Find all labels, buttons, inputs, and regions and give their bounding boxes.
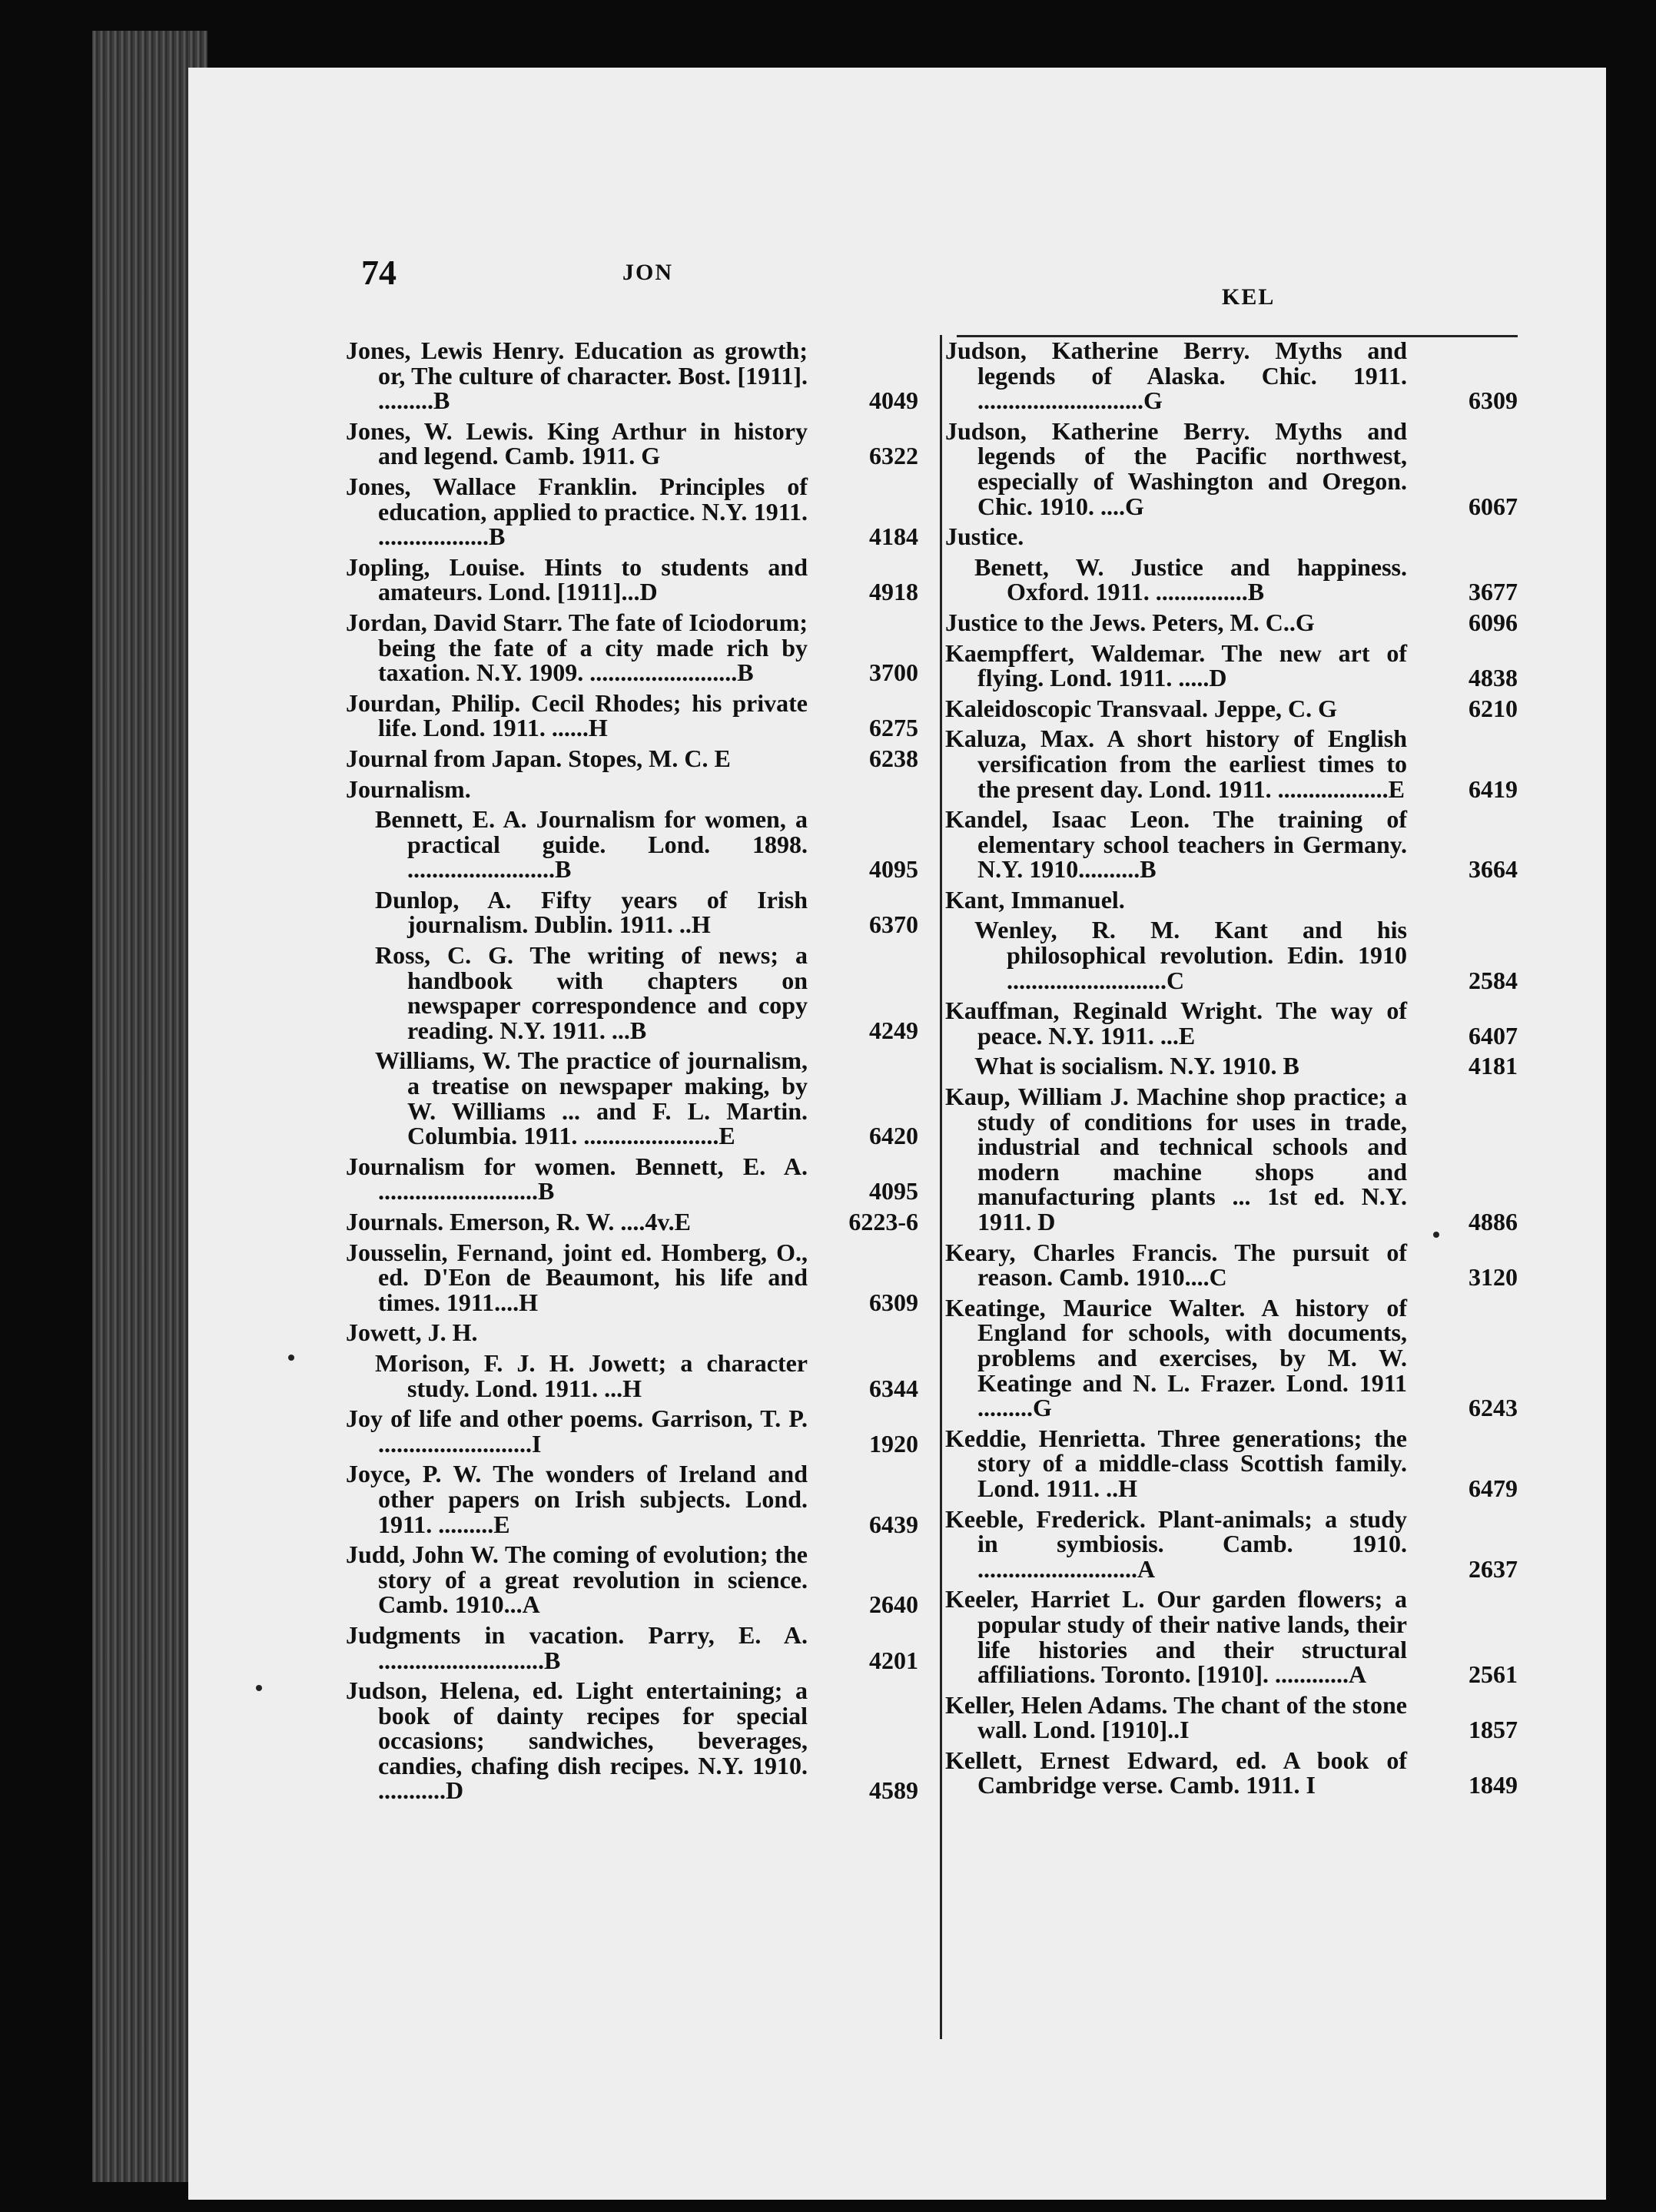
- call-number: 4095: [869, 1177, 918, 1205]
- index-entry: [945, 416, 1518, 520]
- index-entry: [945, 1585, 1518, 1689]
- index-entry: [945, 1240, 1518, 1290]
- entry-body: Joy of life and other poems. Garrison, T. P. .........................I: [346, 1404, 808, 1458]
- index-entry: [346, 416, 918, 470]
- entry-text: [945, 1053, 1418, 1079]
- index-entry: [346, 774, 918, 803]
- call-number: 4918: [869, 578, 918, 606]
- call-number: 6439: [869, 1510, 918, 1538]
- index-entry: [346, 474, 918, 549]
- index-entry: [945, 1426, 1518, 1501]
- entry-heading: Journalism.: [346, 774, 471, 803]
- entry-text: [346, 338, 818, 413]
- index-entry: [945, 917, 1518, 993]
- index-entry: [945, 524, 1518, 549]
- entry-body: Waldemar. The new art of flying. Lond. 1911. .....D: [977, 638, 1407, 692]
- call-number: 6223-6: [848, 1208, 918, 1235]
- print-speck: [1433, 1232, 1439, 1238]
- entry-body: Lewis Henry. Education as growth; or, The culture of character. Bost. [1911]. .........B: [378, 337, 808, 415]
- entry-text: [346, 887, 818, 937]
- entry-text: [346, 1348, 818, 1402]
- call-number: 6419: [1468, 774, 1518, 803]
- entry-heading: Kauffman,: [945, 997, 1060, 1025]
- call-number: 6407: [1468, 1021, 1518, 1050]
- entry-body: Max. A short history of English versification from the earliest times to the present day. Lond. 1911. ..................E: [977, 725, 1407, 803]
- index-entry: [945, 1690, 1518, 1744]
- index-entry: [346, 1154, 918, 1204]
- entry-text: [346, 416, 818, 470]
- call-number: 6275: [869, 714, 918, 742]
- entry-body: P. W. The wonders of Ireland and other papers on Irish subjects. Lond. 1911. .........E: [378, 1460, 808, 1538]
- call-number: 1920: [869, 1429, 918, 1458]
- entry-heading: Judson,: [945, 337, 1027, 364]
- entry-heading: Keeble,: [945, 1504, 1024, 1533]
- entry-heading: Keary,: [945, 1238, 1016, 1266]
- entry-body: Ernest Edward, ed. A book of Cambridge verse. Camb. 1911. I: [977, 1746, 1407, 1799]
- index-entry: [346, 552, 918, 606]
- entry-heading: Keddie,: [945, 1424, 1027, 1452]
- index-entry: [346, 1209, 918, 1235]
- index-entry: [346, 1461, 918, 1537]
- entry-body: W. Lewis. King Arthur in history and legend. Camb. 1911. G: [378, 416, 808, 470]
- index-entry: [346, 1678, 918, 1803]
- entry-text: [945, 552, 1418, 606]
- entry-text: [346, 1620, 818, 1674]
- call-number: 4886: [1468, 1208, 1518, 1235]
- call-number: 6420: [869, 1122, 918, 1150]
- call-number: 3120: [1468, 1263, 1518, 1292]
- index-entry: [346, 1542, 918, 1617]
- call-number: 4249: [869, 1016, 918, 1044]
- index-entry: [945, 1084, 1518, 1235]
- index-entry: [945, 638, 1518, 692]
- entry-body: Judgments in vacation. Parry, E. A. ...........................B: [346, 1620, 808, 1674]
- entry-text: [346, 1320, 818, 1345]
- entry-body: Journals. Emerson, R. W. ....4v.E: [346, 1208, 691, 1235]
- entry-heading: Kaempffert,: [945, 638, 1074, 667]
- call-number: 2637: [1468, 1554, 1518, 1583]
- entry-body: Katherine Berry. Myths and legends of the Pacific northwest, especially of Washington and Oregon. Chic. 1910. ....G: [977, 416, 1407, 520]
- entry-heading: Jones,: [346, 337, 411, 364]
- call-number: 2584: [1468, 966, 1518, 994]
- index-entry: [346, 943, 918, 1043]
- entry-heading: Jopling,: [346, 552, 430, 581]
- entry-text: [945, 1240, 1418, 1290]
- call-number: 6309: [1468, 386, 1518, 415]
- entry-text: [945, 524, 1418, 549]
- entry-body: Frederick. Plant-animals; a study in symbiosis. Camb. 1910. ..........................A: [977, 1504, 1407, 1583]
- call-number: 3664: [1468, 855, 1518, 884]
- entry-heading: Keatinge,: [945, 1293, 1046, 1322]
- call-number: 4095: [869, 855, 918, 884]
- entry-text: [945, 416, 1418, 520]
- entry-heading: Jourdan,: [346, 688, 441, 717]
- index-entry: [346, 1240, 918, 1315]
- entry-heading: Jones,: [346, 416, 411, 445]
- index-entry: [945, 696, 1518, 721]
- entry-text: [945, 1748, 1418, 1798]
- index-entry: [346, 1406, 918, 1456]
- entry-heading: Judson,: [346, 1676, 427, 1705]
- entry-body: Harriet L. Our garden flowers; a popular study of their native lands, their life histories and their structural affiliations. Toronto. [1910]. ............A: [977, 1585, 1407, 1689]
- entry-heading: Kandel,: [945, 805, 1028, 834]
- entry-text: [346, 1209, 818, 1235]
- call-number: 3677: [1468, 578, 1518, 606]
- call-number: 4184: [869, 522, 918, 551]
- call-number: 4201: [869, 1646, 918, 1674]
- entry-body: Reginald Wright. The way of peace. N.Y. 1911. ...E: [977, 997, 1407, 1050]
- entry-text: [346, 610, 818, 685]
- print-speck: [288, 1355, 294, 1361]
- entry-body: Wallace Franklin. Principles of education, applied to practice. N.Y. 1911. ..................B: [378, 472, 808, 551]
- index-entry: [945, 552, 1518, 606]
- index-entry: [945, 1748, 1518, 1798]
- call-number: 6344: [869, 1374, 918, 1402]
- entry-text: [945, 696, 1418, 721]
- entry-body: Charles Francis. The pursuit of reason. Camb. 1910....C: [977, 1238, 1407, 1292]
- entry-body: Louise. Hints to students and amateurs. Lond. [1911]...D: [378, 552, 808, 606]
- column-divider: [940, 335, 942, 2039]
- entry-body: Kaleidoscopic Transvaal. Jeppe, C. G: [945, 694, 1337, 722]
- entry-heading: Kaup,: [945, 1083, 1011, 1111]
- call-number: 6322: [869, 442, 918, 470]
- entry-body: Henrietta. Three generations; the story of a middle-class Scottish family. Lond. 1911. ..H: [977, 1424, 1407, 1502]
- entry-text: [346, 1154, 818, 1204]
- entry-text: [945, 1504, 1418, 1583]
- entry-body: Jousselin, Fernand, joint ed. Homberg, O., ed. D'Eon de Beaumont, his life and times. 1911....H: [346, 1238, 808, 1316]
- call-number: 6479: [1468, 1474, 1518, 1502]
- call-number: 4049: [869, 386, 918, 415]
- entry-text: [945, 338, 1418, 413]
- entry-body: Helen Adams. The chant of the stone wall. Lond. [1910]..I: [977, 1690, 1407, 1744]
- entry-body: What is socialism. N.Y. 1910. B: [974, 1052, 1299, 1080]
- entry-body: Dunlop, A. Fifty years of Irish journalism. Dublin. 1911. ..H: [375, 885, 808, 939]
- entry-body: Journalism for women. Bennett, E. A. ..........................B: [346, 1152, 808, 1205]
- left-column: [346, 338, 918, 1809]
- entry-heading: Judd,: [346, 1540, 406, 1569]
- call-number: 2640: [869, 1590, 918, 1619]
- call-number: 6370: [869, 910, 918, 939]
- entry-heading: Jones,: [346, 472, 411, 500]
- entry-body: Maurice Walter. A history of England for schools, with documents, problems and exercises, by M. W. Keatinge and N. L. Frazer. Lond. 1911 .........G: [977, 1293, 1407, 1422]
- call-number: 6238: [869, 744, 918, 772]
- index-entry: [346, 610, 918, 685]
- call-number: 6096: [1468, 608, 1518, 636]
- entry-body: Wenley, R. M. Kant and his philosophical revolution. Edin. 1910 ..........................C: [974, 916, 1407, 994]
- entry-heading: Kaluza,: [945, 725, 1027, 753]
- entry-body: Ross, C. G. The writing of news; a handbook with chapters on newspaper correspondence and copy reading. N.Y. 1911. ...B: [375, 941, 808, 1044]
- entry-text: [346, 1406, 818, 1456]
- book-page: [188, 68, 1606, 2200]
- entry-text: [945, 610, 1418, 635]
- entry-text: [346, 1678, 818, 1803]
- index-entry: [346, 887, 918, 937]
- entry-body: David Starr. The fate of Iciodorum; being the fate of a city made rich by taxation. N.Y. 1909. ........................B: [378, 608, 808, 687]
- entry-heading: Kellett,: [945, 1746, 1023, 1774]
- call-number: 4589: [869, 1776, 918, 1805]
- running-head-left: JON: [622, 260, 673, 285]
- entry-body: Williams, W. The practice of journalism, a treatise on newspaper making, by W. Williams ... and F. L. Martin. Columbia. 1911. ......................E: [375, 1046, 808, 1150]
- entry-body: Justice to the Jews. Peters, M. C..G: [945, 608, 1315, 636]
- entry-text: [346, 1240, 818, 1315]
- entry-heading: Judson,: [945, 416, 1027, 445]
- index-entry: [346, 1620, 918, 1674]
- index-entry: [346, 1048, 918, 1148]
- entry-body: Isaac Leon. The training of elementary school teachers in Germany. N.Y. 1910..........B: [977, 805, 1407, 884]
- index-entry: [346, 688, 918, 742]
- call-number: 6067: [1468, 492, 1518, 520]
- entry-heading: Kant, Immanuel.: [945, 885, 1125, 914]
- entry-text: [346, 474, 818, 549]
- entry-text: [945, 1426, 1418, 1501]
- entry-text: [945, 1690, 1418, 1744]
- index-entry: [346, 807, 918, 882]
- entry-body: Philip. Cecil Rhodes; his private life. Lond. 1911. ......H: [378, 688, 808, 742]
- entry-text: [945, 917, 1418, 993]
- index-entry: [945, 1053, 1518, 1079]
- entry-text: [945, 1084, 1418, 1235]
- index-entry: [346, 746, 918, 771]
- call-number: 1849: [1468, 1771, 1518, 1799]
- index-entry: [945, 1504, 1518, 1583]
- entry-text: [346, 1542, 818, 1617]
- entry-text: [945, 1585, 1418, 1689]
- entry-text: [945, 638, 1418, 692]
- entry-body: Benett, W. Justice and happiness. Oxford. 1911. ...............B: [974, 552, 1407, 606]
- entry-text: [346, 552, 818, 606]
- entry-body: William J. Machine shop practice; a study of conditions for uses in trade, industrial and technical schools and modern machine shops and manufacturing plants ... 1st ed. N.Y. 1911. D: [977, 1083, 1407, 1235]
- entry-heading: Joyce,: [346, 1460, 411, 1488]
- print-speck: [256, 1685, 262, 1691]
- entry-text: [346, 746, 818, 771]
- entry-text: [346, 774, 818, 803]
- entry-heading: Justice.: [945, 522, 1024, 551]
- entry-body: Katherine Berry. Myths and legends of Alaska. Chic. 1911. ...........................G: [977, 337, 1407, 415]
- index-entry: [346, 1348, 918, 1402]
- index-entry: [346, 338, 918, 413]
- entry-heading: Jordan,: [346, 608, 427, 636]
- entry-text: [945, 1295, 1418, 1421]
- call-number: 3700: [869, 658, 918, 687]
- entry-body: Bennett, E. A. Journalism for women, a practical guide. Lond. 1898. ........................B: [375, 805, 808, 884]
- index-entry: [945, 998, 1518, 1048]
- entry-text: [346, 1048, 818, 1148]
- page-number: 74: [361, 253, 397, 292]
- call-number: 2561: [1468, 1660, 1518, 1689]
- entry-heading: Keeler,: [945, 1585, 1019, 1613]
- call-number: 1857: [1468, 1716, 1518, 1744]
- entry-body: Helena, ed. Light entertaining; a book of dainty recipes for special occasions; sandwiches, beverages, candies, chafing dish recipes. N.Y. 1910. ...........D: [378, 1676, 808, 1805]
- entry-text: [346, 807, 818, 882]
- entry-body: John W. The coming of evolution; the story of a great revolution in science. Camb. 1910...A: [378, 1540, 808, 1619]
- entry-text: [945, 726, 1418, 801]
- index-entry: [945, 1295, 1518, 1421]
- call-number: 4181: [1468, 1052, 1518, 1080]
- entry-heading: Keller,: [945, 1690, 1015, 1719]
- entry-text: [346, 943, 818, 1043]
- entry-heading: Jowett, J. H.: [346, 1318, 478, 1347]
- right-column: [945, 338, 1518, 1803]
- entry-body: Journal from Japan. Stopes, M. C. E: [346, 744, 731, 772]
- call-number: 6243: [1468, 1394, 1518, 1422]
- call-number: 6309: [869, 1288, 918, 1316]
- index-entry: [945, 887, 1518, 913]
- entry-text: [945, 807, 1418, 882]
- entry-text: [945, 887, 1418, 913]
- entry-text: [346, 1461, 818, 1537]
- index-entry: [945, 726, 1518, 801]
- entry-text: [346, 688, 818, 742]
- running-head-right: KEL: [1222, 284, 1276, 310]
- call-number: 4838: [1468, 664, 1518, 692]
- index-entry: [346, 1320, 918, 1345]
- index-entry: [945, 807, 1518, 882]
- index-entry: [945, 610, 1518, 635]
- entry-text: [945, 998, 1418, 1048]
- call-number: 6210: [1468, 694, 1518, 722]
- index-entry: [945, 338, 1518, 413]
- entry-body: Morison, F. J. H. Jowett; a character study. Lond. 1911. ...H: [375, 1348, 808, 1402]
